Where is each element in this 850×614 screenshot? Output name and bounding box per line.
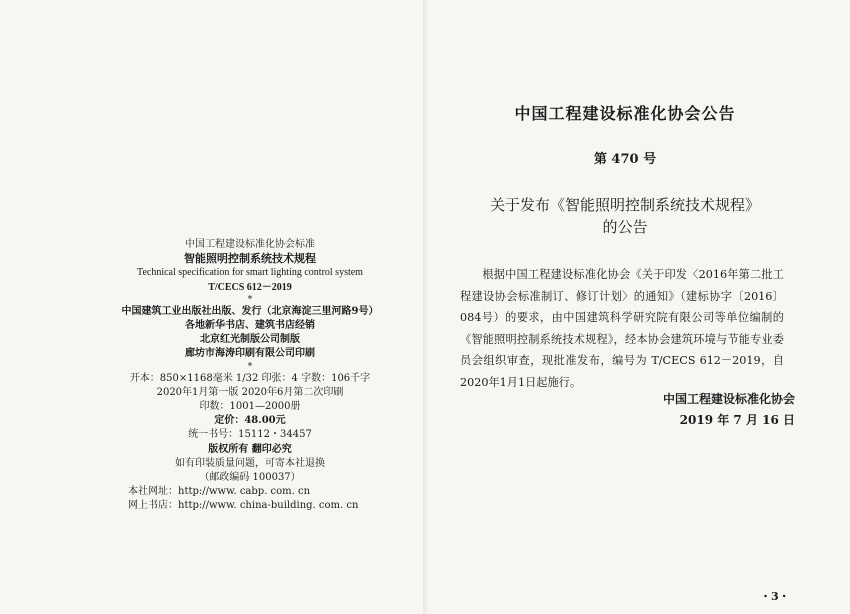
editions-line: 2020年1月第一版 2020年6月第二次印刷 [156,386,344,398]
announcement-signature [635,389,795,431]
separator-star: * [247,294,253,305]
subject-line-2: 的公告 [602,218,648,236]
return-policy-line: 如有印装质量问题，可寄本社退换 [175,457,325,469]
colophon-title-cn: 智能照明控制系统技术规程 [184,252,316,266]
printer-line: 廊坊市海涛印刷有限公司印刷 [185,348,315,360]
signature-date: 2019 年 7 月 16 日 [679,413,795,427]
page-number: ・3・ [760,590,790,603]
typesetting-line: 北京红光制版公司制版 [200,334,300,346]
announcement-body: 根据中国工程建设标准化协会《关于印发〈2016年第二批工程建设协会标准制订、修订计划〉的通知》（建标协字〔2016〕084号）的要求，由中国建筑科学研究院有限公司等单位编制的《智能照明控制系统技术规程》，经本协会建筑环境与节能专业委员会组织审查，现批准发布，编号为 T/CECS 612－2019，自2020年1月1日起施行。 [460,268,784,389]
subject-line-1: 关于发布《智能照明控制系统技术规程》 [489,196,760,214]
online-shop-line: 网上书店：http://www. china-building. com. cn [128,500,359,512]
page-gutter [423,0,429,614]
postal-code-line: （邮政编码 100037） [199,472,301,484]
colophon-page [100,238,400,514]
book-number-line: 统一书号：15112・34457 [188,429,312,441]
publisher-line: 中国建筑工业出版社出版、发行（北京海淀三里河路9号） [121,305,379,317]
copyright-line: 版权所有 翻印必究 [208,443,292,455]
format-line: 开本：850×1168毫米 1/32 印张：4 字数：106千字 [129,372,371,384]
announcement-title: 中国工程建设标准化协会公告 [514,104,736,123]
standard-code: T/CECS 612－2019 [208,281,292,293]
price-line: 定价：48.00元 [214,415,286,427]
standard-series: 中国工程建设标准化协会标准 [185,239,315,250]
distributors-line: 各地新华书店、建筑书店经销 [185,320,315,332]
colophon-title-en: Technical specification for smart lighting control system [137,267,363,279]
announcement-subject [455,194,795,238]
separator-star: * [247,361,253,372]
website-line: 本社网址：http://www. cabp. com. cn [128,486,311,498]
print-run-line: 印数：1001—2000册 [199,401,301,413]
announcement-number: 第 470 号 [593,152,657,167]
signature-organization: 中国工程建设标准化协会 [662,392,795,406]
